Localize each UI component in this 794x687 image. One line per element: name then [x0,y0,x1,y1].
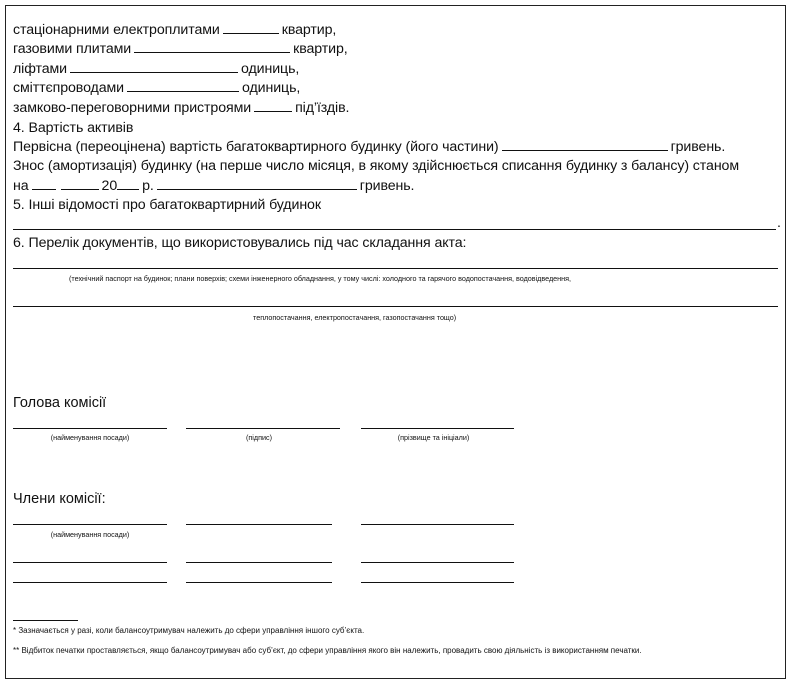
unit-entrances: під’їздів. [295,100,350,116]
label-intercoms: замково-переговорними пристроями [13,100,252,116]
commission-members-label: Члени комісії: [13,491,106,507]
field-documents-2[interactable] [13,306,778,307]
unit-pieces: одиниць, [241,61,300,77]
field-garbage-chutes[interactable] [127,79,239,92]
label-on: на [13,178,29,194]
caption-position: (найменування посади) [50,433,130,442]
footnote-1: * Зазначається у разі, коли балансоутримувач належить до сфери управління іншого суб’єкта. [13,626,365,635]
footnote-2: ** Відбиток печатки проставляється, якщо балансоутримувач або суб’єкт, до сфери управління якого він належить, провадить свою діяльність із використанням печатки. [13,646,642,655]
field-member1-signature[interactable] [186,524,332,525]
line-wear: Знос (амортизація) будинку (на перше число місяця, в якому здійснюється списання будинку з балансу) станом [13,158,739,174]
line-wear-date [13,177,414,195]
field-other-info[interactable] [13,229,776,230]
unit-uah: гривень. [670,139,726,155]
line-elevators [13,60,299,78]
field-documents-1[interactable] [13,268,778,269]
label-electric-stoves: стаціонарними електроплитами [13,22,220,38]
section-5-title: 5. Інші відомості про багатоквартирний будинок [13,197,321,213]
field-member3-name[interactable] [361,582,514,583]
field-member1-position[interactable] [13,524,167,525]
section-6-title: 6. Перелік документів, що використовувались під час складання акта: [13,235,467,251]
field-elevators[interactable] [70,60,238,73]
field-electric-stoves[interactable] [223,21,279,34]
caption-documents-2: теплопостачання, електропостачання, газопостачання тощо) [253,313,457,322]
section-4-title: 4. Вартість активів [13,120,134,136]
caption-name: (прізвище та ініціали) [397,433,470,442]
label-year: 20 [101,178,118,194]
field-head-position[interactable] [13,428,167,429]
line-garbage-chutes [13,79,300,97]
unit-pieces: одиниць, [242,80,301,96]
caption-position-members: (найменування посади) [50,530,130,539]
caption-documents-1: (технічний паспорт на будинок; плани поверхів; схеми інженерного обладнання, у тому числі: холодного та гарячого водопостачання, водовідведення, [69,274,571,283]
field-head-signature[interactable] [186,428,340,429]
field-initial-value[interactable] [502,138,668,151]
label-year-suffix: р. [142,178,154,194]
field-intercoms[interactable] [254,99,292,112]
line-gas-stoves [13,40,348,58]
label-garbage-chutes: сміттєпроводами [13,80,125,96]
label-gas-stoves: газовими плитами [13,41,132,57]
field-member2-signature[interactable] [186,562,332,563]
line-intercoms [13,99,349,117]
head-of-commission-label: Голова комісії [13,395,107,411]
line-initial-value [13,138,725,156]
label-elevators: ліфтами [13,61,67,77]
caption-signature: (підпис) [246,433,272,442]
field-month[interactable] [61,177,99,190]
field-day[interactable] [32,177,56,190]
unit-apartments: квартир, [293,41,348,57]
unit-uah: гривень. [359,178,415,194]
field-gas-stoves[interactable] [134,40,290,53]
field-member3-position[interactable] [13,582,167,583]
section-5-period: . [777,215,781,231]
field-wear-value[interactable] [157,177,357,190]
label-initial-value: Первісна (переоцінена) вартість багатоквартирного будинку (його частини) [13,139,499,155]
footnote-separator [13,620,78,621]
field-member2-name[interactable] [361,562,514,563]
field-member3-signature[interactable] [186,582,332,583]
unit-apartments: квартир, [281,22,337,38]
field-member2-position[interactable] [13,562,167,563]
field-head-name[interactable] [361,428,514,429]
line-electric-stoves [13,21,336,39]
field-member1-name[interactable] [361,524,514,525]
field-year[interactable] [117,177,139,190]
